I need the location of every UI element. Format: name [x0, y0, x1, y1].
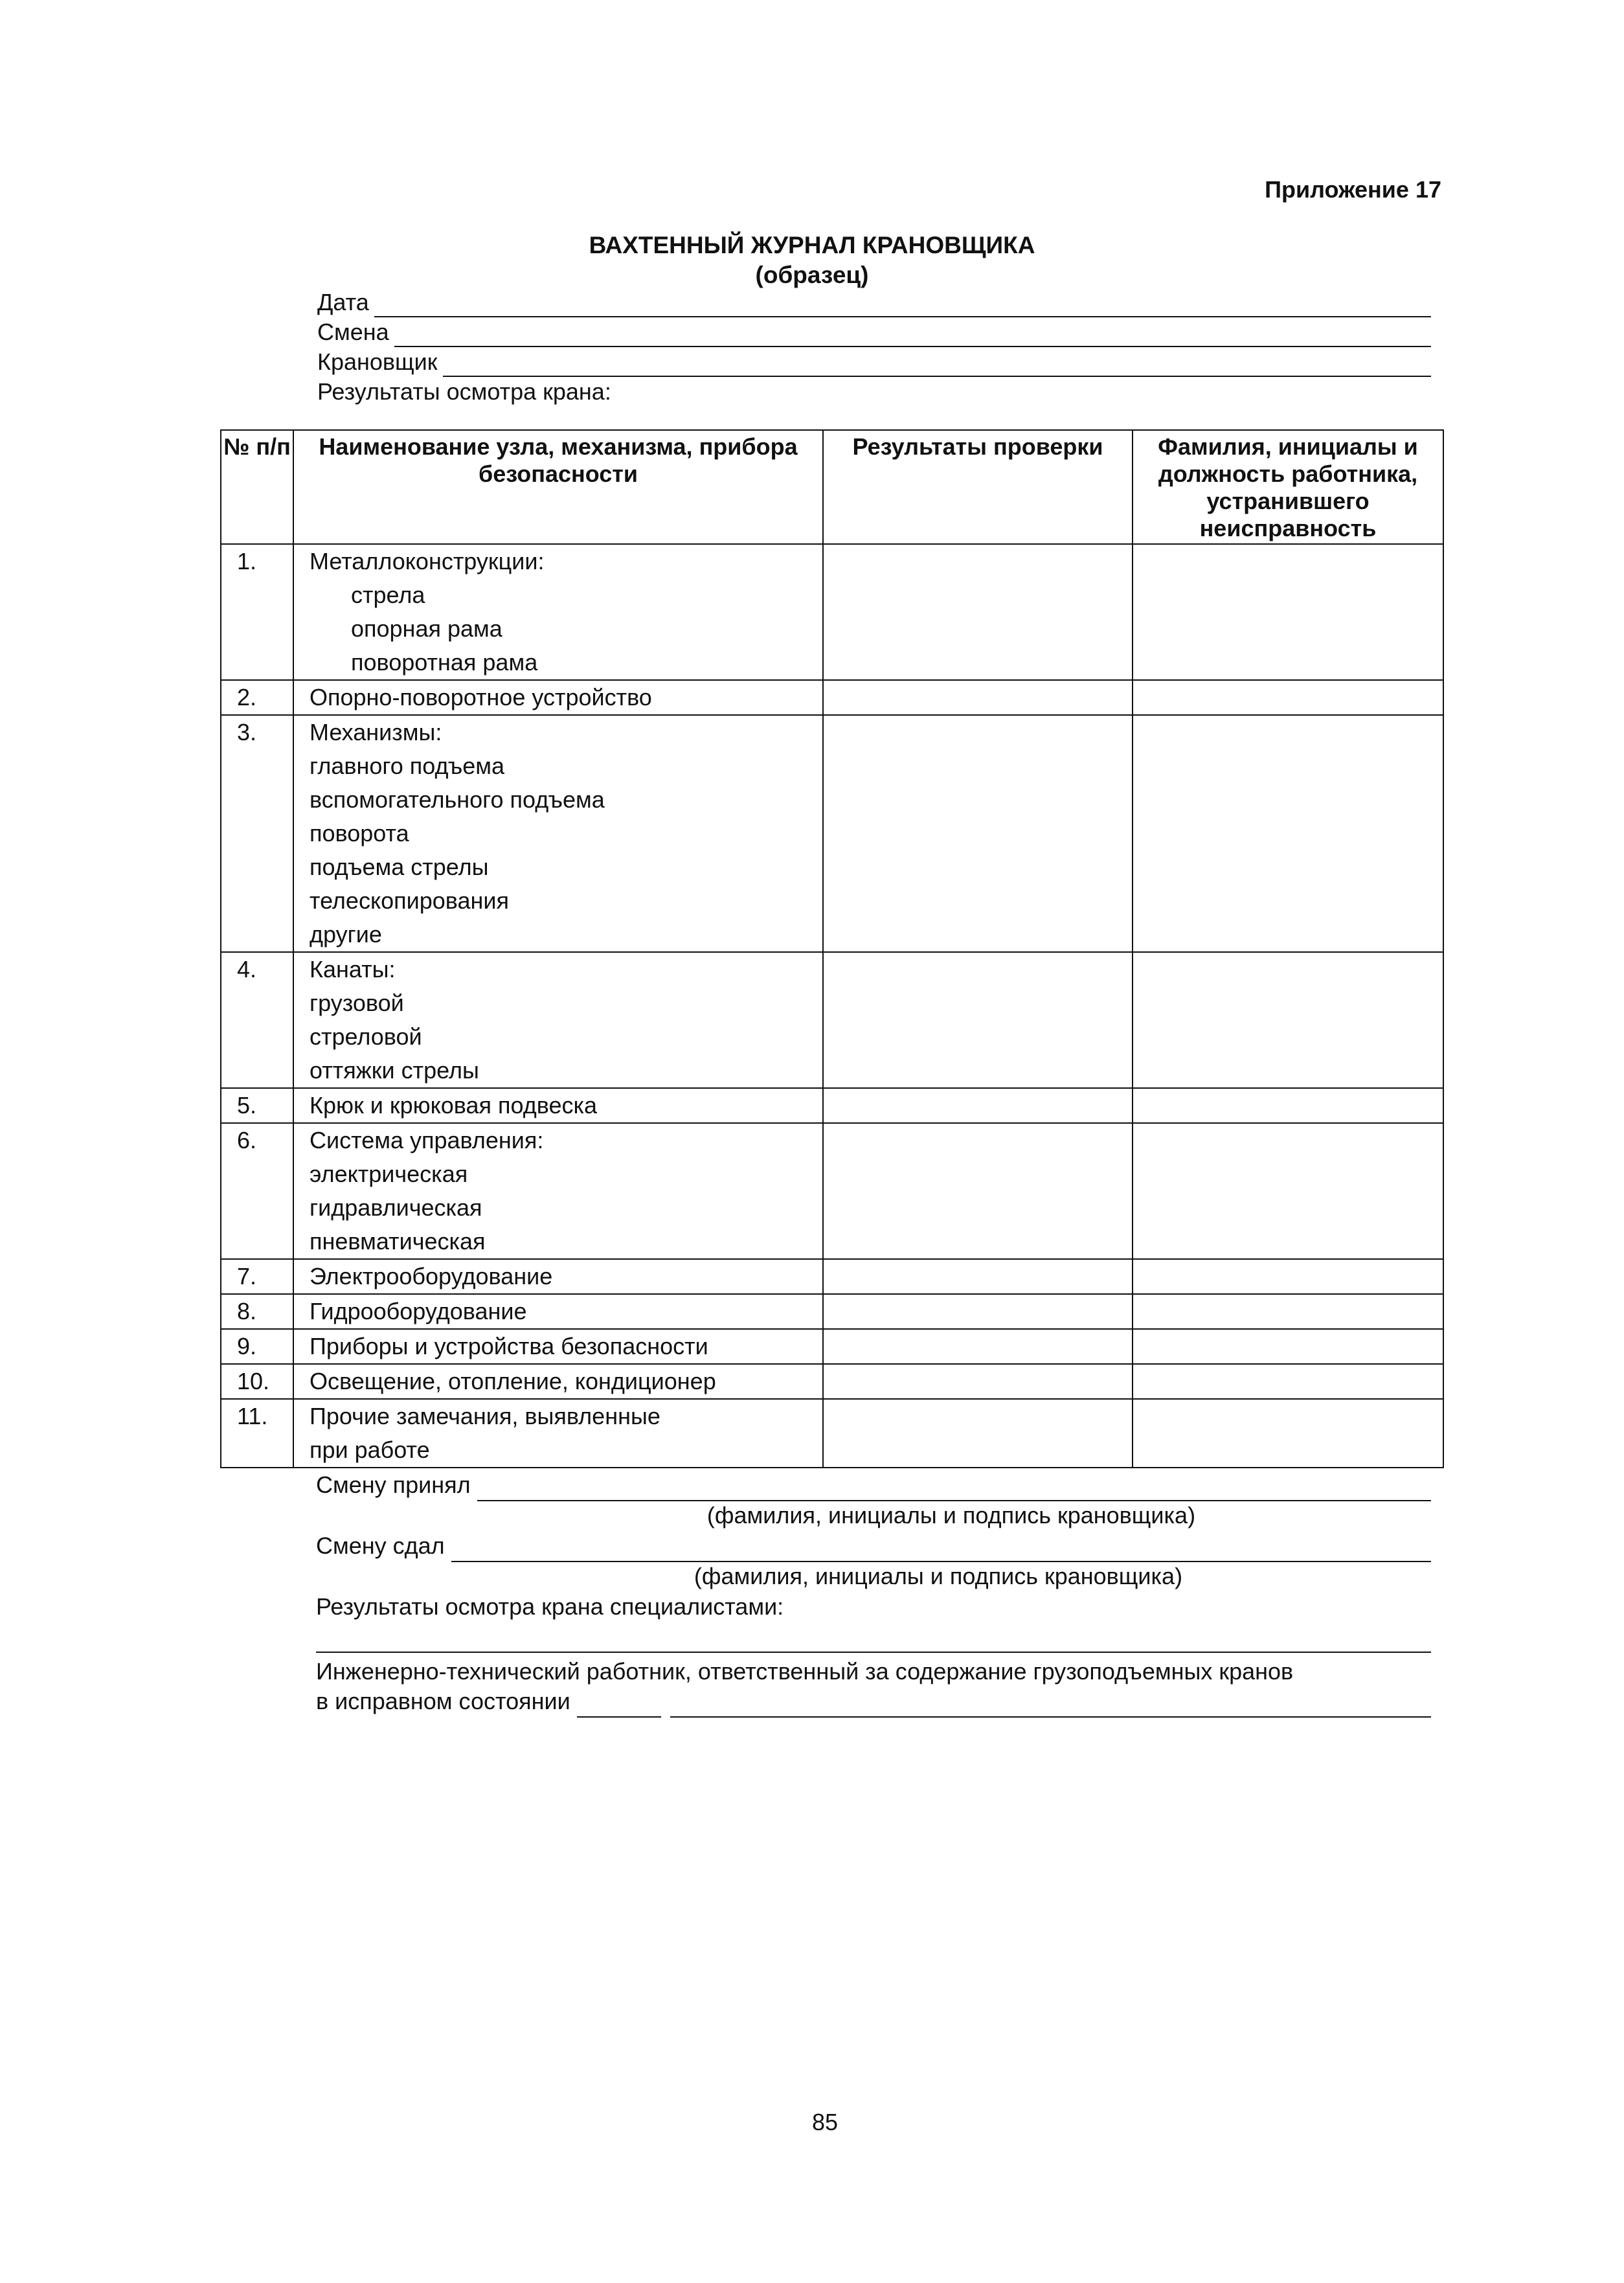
page-number: 85: [811, 2109, 839, 2135]
row-component-item: поворотная рама: [351, 649, 538, 676]
row-responsible-cell[interactable]: [1133, 1329, 1443, 1364]
inspection-table: [220, 429, 1444, 1468]
row-result-cell[interactable]: [823, 1329, 1133, 1364]
table-body: [221, 544, 1443, 1468]
row-component-item: вспомогательного подъема: [310, 786, 605, 813]
row-component-item: грузовой: [310, 990, 404, 1016]
row-component: [293, 952, 823, 1088]
row-component: [293, 1294, 823, 1329]
operator-field: [317, 347, 1431, 377]
accepted-caption: (фамилия, инициалы и подпись крановщика): [706, 1502, 1196, 1528]
header-number: № п/п: [221, 430, 293, 544]
results-label: Результаты осмотра крана:: [317, 378, 611, 405]
row-responsible-cell[interactable]: [1133, 1364, 1443, 1399]
row-component-title: Освещение, отопление, кондиционер: [310, 1368, 716, 1394]
operator-input-line[interactable]: [443, 354, 1431, 377]
row-component-title: Механизмы:: [310, 719, 442, 745]
appendix-label: Приложение 17: [1265, 176, 1441, 203]
signature-section: [316, 1469, 1431, 1718]
row-component-title: Прочие замечания, выявленные: [310, 1403, 660, 1429]
header-fields: [317, 288, 1431, 407]
row-component-title: Гидрооборудование: [310, 1298, 527, 1324]
shift-input-line[interactable]: [394, 324, 1431, 347]
row-responsible-cell[interactable]: [1133, 1259, 1443, 1294]
accepted-input-line[interactable]: [477, 1477, 1431, 1501]
date-input-line[interactable]: [374, 294, 1431, 317]
shift-field: [317, 317, 1431, 347]
handed-field: [316, 1530, 1431, 1562]
row-component-item: гидравлическая: [310, 1194, 482, 1221]
row-component-item: поворота: [310, 820, 409, 846]
row-component: [293, 1399, 823, 1468]
row-responsible-cell[interactable]: [1133, 1294, 1443, 1329]
row-component-title: Система управления:: [310, 1127, 544, 1153]
row-result-cell[interactable]: [823, 1123, 1133, 1259]
row-component-item: стрела: [351, 582, 425, 608]
row-result-cell[interactable]: [823, 952, 1133, 1088]
table-row: [221, 1294, 1443, 1329]
handed-caption: (фамилия, инициалы и подпись крановщика): [694, 1563, 1183, 1589]
row-number: 2.: [221, 680, 293, 715]
row-number: 9.: [221, 1329, 293, 1364]
row-responsible-cell[interactable]: [1133, 680, 1443, 715]
engineer-label: Инженерно-технический работник, ответственный за содержание грузоподъемных кранов: [316, 1658, 1294, 1685]
table-row: [221, 1123, 1443, 1259]
row-responsible-cell[interactable]: [1133, 544, 1443, 680]
engineer-name-line[interactable]: [670, 1694, 1431, 1718]
row-result-cell[interactable]: [823, 680, 1133, 715]
row-component: [293, 544, 823, 680]
handed-input-line[interactable]: [451, 1538, 1431, 1562]
row-component: [293, 1259, 823, 1294]
row-component-item: оттяжки стрелы: [310, 1057, 479, 1084]
row-result-cell[interactable]: [823, 544, 1133, 680]
table-row: [221, 1329, 1443, 1364]
date-label: Дата: [317, 289, 369, 315]
row-component: [293, 715, 823, 952]
row-component-title: Канаты:: [310, 956, 396, 982]
table-row: [221, 1399, 1443, 1468]
document-title-block: [0, 231, 1624, 290]
row-component: [293, 680, 823, 715]
row-responsible-cell[interactable]: [1133, 715, 1443, 952]
row-component-item: при работе: [310, 1437, 430, 1463]
row-component-item: опорная рама: [351, 615, 502, 642]
row-result-cell[interactable]: [823, 1294, 1133, 1329]
row-component-title: Приборы и устройства безопасности: [310, 1333, 708, 1359]
operator-label: Крановщик: [317, 348, 438, 375]
row-component-item: подъема стрелы: [310, 854, 489, 880]
row-number: 4.: [221, 952, 293, 1088]
row-component-title: Опорно-поворотное устройство: [310, 684, 652, 710]
header-results: Результаты проверки: [823, 430, 1133, 544]
accepted-field: [316, 1469, 1431, 1501]
row-number: 6.: [221, 1123, 293, 1259]
shift-label: Смена: [317, 319, 389, 345]
date-field: [317, 288, 1431, 317]
row-result-cell[interactable]: [823, 1364, 1133, 1399]
specialists-input-line[interactable]: [316, 1623, 1431, 1653]
row-responsible-cell[interactable]: [1133, 1088, 1443, 1123]
table-row: [221, 680, 1443, 715]
row-responsible-cell[interactable]: [1133, 952, 1443, 1088]
row-result-cell[interactable]: [823, 1399, 1133, 1468]
header-component: Наименование узла, механизма, прибора безопасности: [293, 430, 823, 544]
row-component-item: другие: [310, 921, 382, 948]
row-component-item: электрическая: [310, 1161, 468, 1187]
document-subtitle: (образец): [755, 262, 869, 288]
table-row: [221, 715, 1443, 952]
row-responsible-cell[interactable]: [1133, 1399, 1443, 1468]
table-row: [221, 1364, 1443, 1399]
row-number: 1.: [221, 544, 293, 680]
row-component-title: Металлоконструкции:: [310, 548, 545, 574]
row-component: [293, 1364, 823, 1399]
engineer-label-cont: в исправном состоянии: [316, 1688, 570, 1714]
table-row: [221, 1259, 1443, 1294]
row-component: [293, 1088, 823, 1123]
specialists-label: Результаты осмотра крана специалистами:: [316, 1593, 784, 1620]
table-row: [221, 952, 1443, 1088]
row-result-cell[interactable]: [823, 715, 1133, 952]
row-component-item: пневматическая: [310, 1228, 486, 1255]
handed-label: Смену сдал: [316, 1532, 445, 1559]
row-component-title: Крюк и крюковая подвеска: [310, 1092, 598, 1119]
row-number: 3.: [221, 715, 293, 952]
row-component-item: главного подъема: [310, 753, 504, 779]
table-row: [221, 544, 1443, 680]
table-header-row: [221, 430, 1443, 544]
row-result-cell[interactable]: [823, 1088, 1133, 1123]
table-row: [221, 1088, 1443, 1123]
row-number: 11.: [221, 1399, 293, 1468]
row-component: [293, 1123, 823, 1259]
engineer-field: [316, 1687, 1431, 1718]
row-number: 5.: [221, 1088, 293, 1123]
row-component-item: телескопирования: [310, 887, 509, 914]
row-component-title: Электрооборудование: [310, 1263, 553, 1289]
row-number: 7.: [221, 1259, 293, 1294]
engineer-signature-line[interactable]: [577, 1694, 661, 1718]
document-title: ВАХТЕННЫЙ ЖУРНАЛ КРАНОВЩИКА: [589, 232, 1035, 258]
header-responsible: Фамилия, инициалы и должность работника, устранившего неисправность: [1133, 430, 1443, 544]
row-result-cell[interactable]: [823, 1259, 1133, 1294]
row-responsible-cell[interactable]: [1133, 1123, 1443, 1259]
accepted-label: Смену принял: [316, 1471, 471, 1498]
row-component: [293, 1329, 823, 1364]
row-number: 10.: [221, 1364, 293, 1399]
row-component-item: стреловой: [310, 1023, 422, 1050]
row-number: 8.: [221, 1294, 293, 1329]
